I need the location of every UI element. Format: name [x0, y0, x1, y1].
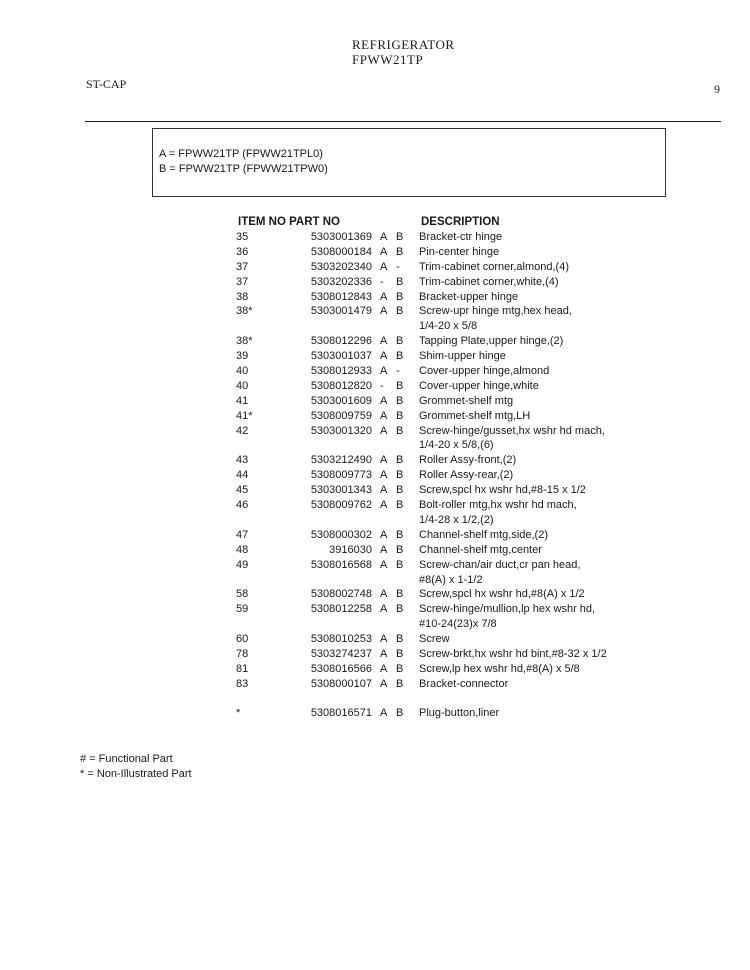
table-spacer	[0, 692, 750, 706]
legend-non-illustrated: * = Non-Illustrated Part	[80, 768, 192, 780]
section-code: ST-CAP	[86, 77, 127, 91]
table-row	[0, 379, 750, 394]
item-number: 37	[236, 275, 249, 288]
table-row	[0, 349, 750, 364]
part-description: #10-24(23)x 7/8	[419, 618, 497, 631]
table-row	[0, 364, 750, 379]
item-number: 36	[236, 245, 249, 258]
part-description: Screw,spcl hx wshr hd,#8(A) x 1/2	[419, 588, 585, 601]
column-header-description: DESCRIPTION	[421, 216, 500, 228]
model-b-flag: B	[396, 484, 404, 497]
model-b-flag: -	[396, 365, 400, 378]
model-a-flag: A	[380, 231, 388, 243]
model-b-flag: B	[396, 543, 404, 556]
header-divider	[85, 121, 721, 122]
model-a-flag: A	[380, 706, 388, 719]
table-row	[0, 662, 750, 677]
item-number: 40	[236, 379, 249, 392]
part-description: Cover-upper hinge,white	[419, 379, 539, 392]
part-number: 5308010253	[310, 633, 372, 646]
model-a-flag: -	[380, 275, 384, 288]
table-row	[0, 394, 750, 409]
part-description: Tapping Plate,upper hinge,(2)	[419, 335, 564, 348]
model-a-flag: A	[380, 543, 388, 556]
part-description: Shim-upper hinge	[419, 350, 506, 363]
model-a-flag: A	[380, 484, 388, 497]
model-a-flag: A	[380, 350, 388, 363]
item-number: 83	[236, 677, 249, 690]
table-row	[0, 245, 750, 260]
item-number: 38*	[236, 335, 253, 348]
model-b-flag: B	[396, 677, 404, 690]
model-b-flag: B	[396, 454, 404, 467]
model-a-flag: A	[380, 335, 388, 348]
column-header-item-part: ITEM NO PART NO	[238, 216, 341, 228]
model-a-flag: A	[380, 588, 388, 601]
part-description: Screw-upr hinge mtg,hex head,	[419, 305, 572, 318]
model-a-flag: -	[380, 379, 384, 392]
part-description: Grommet-shelf mtg,LH	[419, 409, 531, 422]
part-number: 5308012843	[310, 290, 372, 303]
item-number: 40	[236, 365, 249, 378]
model-b-flag: B	[396, 603, 404, 616]
model-b-flag: B	[396, 499, 404, 512]
item-number: 81	[236, 662, 249, 675]
item-number: 43	[236, 454, 249, 467]
part-description: Screw,spcl hx wshr hd,#8-15 x 1/2	[419, 484, 586, 497]
table-row	[0, 587, 750, 602]
page-number: 9	[714, 82, 720, 96]
part-description: Plug-button,liner	[419, 706, 500, 719]
part-number: 5303001320	[310, 424, 372, 437]
model-a-flag: A	[380, 290, 388, 303]
table-row	[0, 632, 750, 647]
model-a-flag: A	[380, 528, 388, 541]
part-number: 5308009762	[310, 499, 372, 512]
part-number: 5303001037	[310, 350, 372, 363]
table-row	[0, 453, 750, 468]
model-a-flag: A	[380, 603, 388, 616]
model-b-flag: B	[396, 245, 404, 258]
model-key-a: A = FPWW21TP (FPWW21TPL0)	[159, 148, 323, 160]
model-b-flag: B	[396, 290, 404, 303]
part-description: Bracket-upper hinge	[419, 290, 519, 303]
item-number: 44	[236, 469, 249, 482]
part-number: 5303001479	[310, 305, 372, 318]
table-row	[0, 528, 750, 543]
item-number: 49	[236, 558, 249, 571]
model-a-flag: A	[380, 245, 388, 258]
model-b-flag: B	[396, 305, 404, 318]
model-a-flag: A	[380, 424, 388, 437]
part-number: 5308016568	[310, 558, 372, 571]
model-b-flag: B	[396, 231, 404, 243]
model-b-flag: B	[396, 394, 404, 407]
item-number: *	[236, 706, 241, 719]
part-description: Screw-brkt,hx wshr hd bint,#8-32 x 1/2	[419, 648, 607, 661]
part-number: 5303202340	[310, 260, 372, 273]
item-number: 78	[236, 648, 249, 661]
model-a-flag: A	[380, 409, 388, 422]
model-b-flag: B	[396, 469, 404, 482]
model-b-flag: B	[396, 528, 404, 541]
part-number: 3916030	[329, 543, 372, 556]
model-a-flag: A	[380, 499, 388, 512]
table-row	[0, 304, 750, 334]
model-b-flag: B	[396, 335, 404, 348]
table-row	[0, 647, 750, 662]
item-number: 58	[236, 588, 249, 601]
model-a-flag: A	[380, 677, 388, 690]
model-b-flag: B	[396, 633, 404, 646]
part-number: 5308009773	[310, 469, 372, 482]
model-b-flag: B	[396, 409, 404, 422]
part-number: 5303202336	[310, 275, 372, 288]
part-description: #8(A) x 1-1/2	[419, 573, 483, 586]
table-row	[0, 558, 750, 588]
part-description: Screw,lp hex wshr hd,#8(A) x 5/8	[419, 662, 580, 675]
part-number: 5303001609	[310, 394, 372, 407]
part-number: 5308016571	[310, 706, 372, 719]
doc-title-line2: FPWW21TP	[352, 52, 424, 67]
model-b-flag: B	[396, 350, 404, 363]
part-number: 5308012296	[310, 335, 372, 348]
item-number: 38*	[236, 305, 253, 318]
parts-table	[0, 230, 750, 721]
part-description: Grommet-shelf mtg	[419, 394, 514, 407]
part-description: Channel-shelf mtg,side,(2)	[419, 528, 549, 541]
part-description: Roller Assy-rear,(2)	[419, 469, 514, 482]
table-row	[0, 334, 750, 349]
model-a-flag: A	[380, 662, 388, 675]
item-number: 59	[236, 603, 249, 616]
item-number: 42	[236, 424, 249, 437]
part-description: Trim-cabinet corner,almond,(4)	[419, 260, 569, 273]
item-number: 46	[236, 499, 249, 512]
part-number: 5308016566	[310, 662, 372, 675]
table-row	[0, 543, 750, 558]
item-number: 39	[236, 350, 249, 363]
part-description: Bracket-connector	[419, 677, 509, 690]
part-number: 5308000302	[310, 528, 372, 541]
part-description: Bracket-ctr hinge	[419, 231, 503, 243]
item-number: 35	[236, 231, 249, 243]
item-number: 48	[236, 543, 249, 556]
model-b-flag: B	[396, 662, 404, 675]
part-description: Screw	[419, 633, 450, 646]
part-number: 5308000107	[310, 677, 372, 690]
part-description: 1/4-28 x 1/2,(2)	[419, 513, 494, 526]
item-number: 37	[236, 260, 249, 273]
model-key-b: B = FPWW21TP (FPWW21TPW0)	[159, 163, 328, 175]
part-number: 5308012820	[310, 379, 372, 392]
table-row	[0, 424, 750, 454]
part-description: Trim-cabinet corner,white,(4)	[419, 275, 559, 288]
legend-functional: # = Functional Part	[80, 753, 173, 765]
part-number: 5303212490	[310, 454, 372, 467]
part-description: 1/4-20 x 5/8,(6)	[419, 439, 494, 452]
model-a-flag: A	[380, 365, 388, 378]
item-number: 38	[236, 290, 249, 303]
model-a-flag: A	[380, 558, 388, 571]
model-b-flag: B	[396, 588, 404, 601]
item-number: 41	[236, 394, 249, 407]
part-description: Screw-hinge/mullion,lp hex wshr hd,	[419, 603, 596, 616]
part-number: 5308002748	[310, 588, 372, 601]
model-b-flag: B	[396, 379, 404, 392]
model-b-flag: B	[396, 648, 404, 661]
part-description: Bolt-roller mtg,hx wshr hd mach,	[419, 499, 577, 512]
part-number: 5308012258	[310, 603, 372, 616]
part-number: 5303001343	[310, 484, 372, 497]
table-row	[0, 677, 750, 692]
item-number: 47	[236, 528, 249, 541]
doc-title-line1: REFRIGERATOR	[352, 37, 455, 52]
model-a-flag: A	[380, 454, 388, 467]
model-b-flag: B	[396, 424, 404, 437]
table-row	[0, 409, 750, 424]
table-row	[0, 706, 750, 721]
part-description: Roller Assy-front,(2)	[419, 454, 517, 467]
model-a-flag: A	[380, 260, 388, 273]
part-description: Channel-shelf mtg,center	[419, 543, 542, 556]
part-number: 5303274237	[310, 648, 372, 661]
table-row	[0, 483, 750, 498]
model-a-flag: A	[380, 648, 388, 661]
table-row	[0, 230, 750, 245]
part-number: 5303001369	[310, 231, 372, 243]
part-description: Pin-center hinge	[419, 245, 500, 258]
table-row	[0, 468, 750, 483]
part-description: 1/4-20 x 5/8	[419, 320, 478, 333]
table-row	[0, 602, 750, 632]
part-number: 5308012933	[310, 365, 372, 378]
part-description: Screw-chan/air duct,cr pan head,	[419, 558, 581, 571]
part-description: Screw-hinge/gusset,hx wshr hd mach,	[419, 424, 605, 437]
item-number: 45	[236, 484, 249, 497]
table-row	[0, 275, 750, 290]
part-description: Cover-upper hinge,almond	[419, 365, 550, 378]
item-number: 41*	[236, 409, 253, 422]
part-number: 5308009759	[310, 409, 372, 422]
item-number: 60	[236, 633, 249, 646]
model-b-flag: B	[396, 558, 404, 571]
model-b-flag: -	[396, 260, 400, 273]
table-row	[0, 260, 750, 275]
model-a-flag: A	[380, 633, 388, 646]
model-b-flag: B	[396, 706, 404, 719]
model-a-flag: A	[380, 469, 388, 482]
table-row	[0, 290, 750, 305]
part-number: 5308000184	[310, 245, 372, 258]
model-a-flag: A	[380, 305, 388, 318]
model-a-flag: A	[380, 394, 388, 407]
model-b-flag: B	[396, 275, 404, 288]
table-row	[0, 498, 750, 528]
